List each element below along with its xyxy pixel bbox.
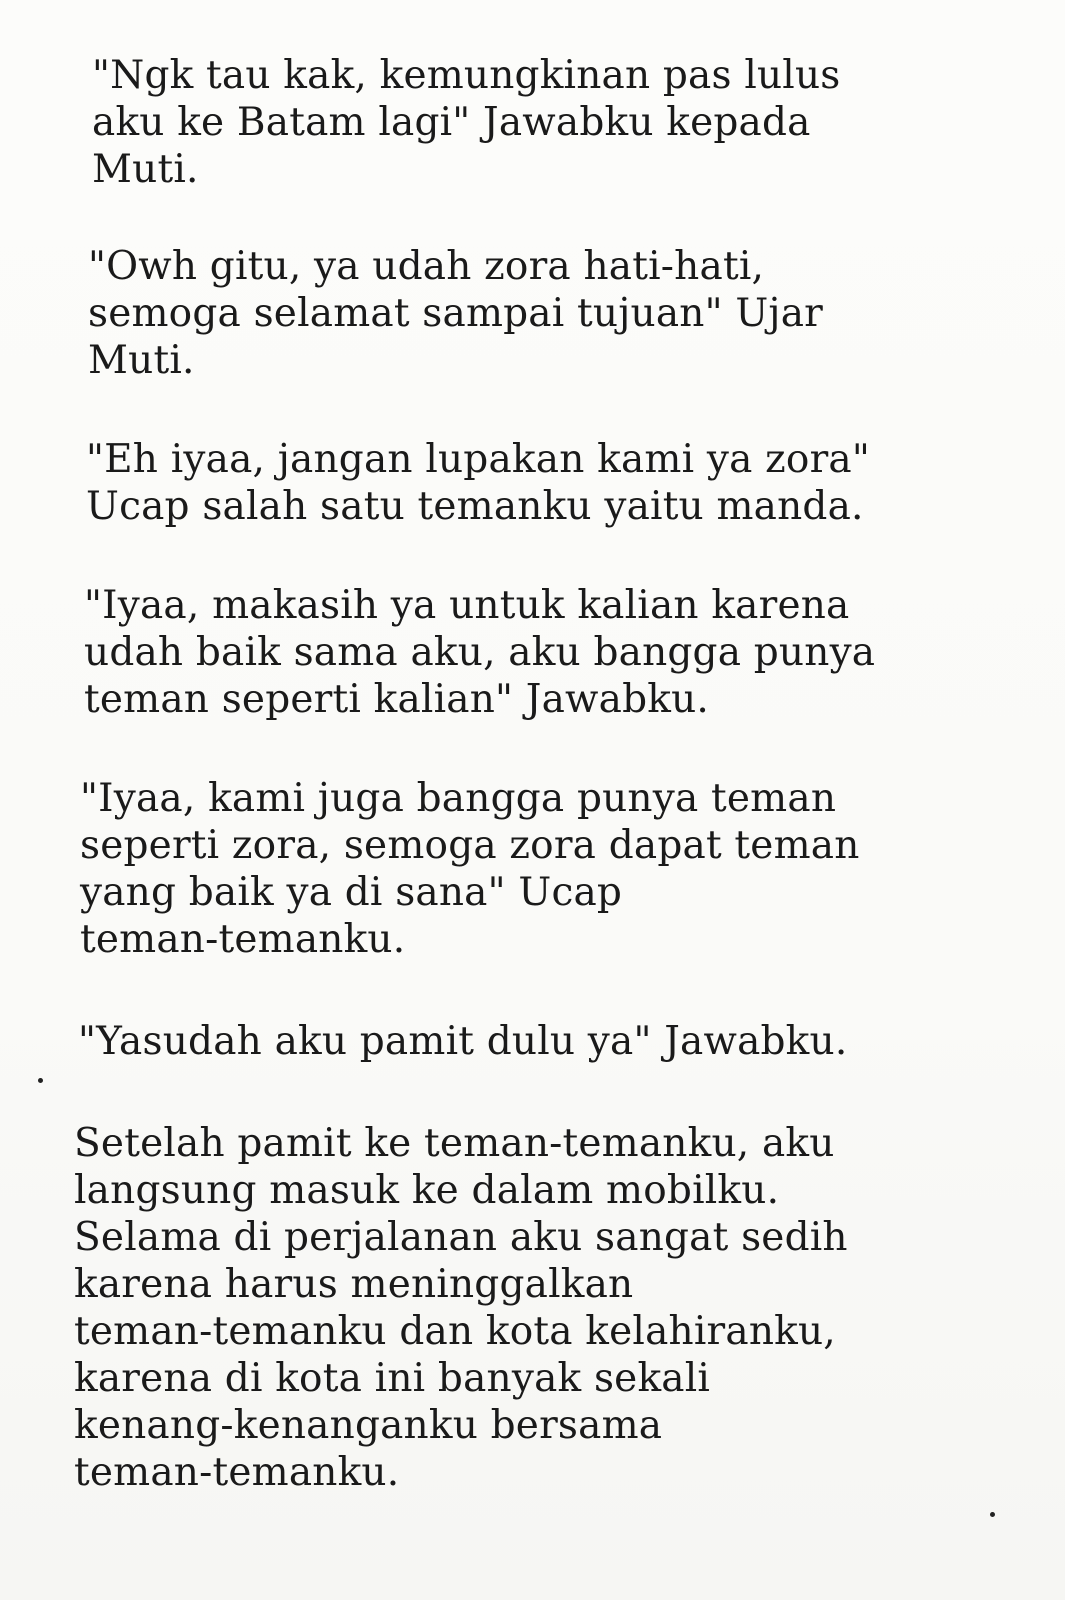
text-line: "Ngk tau kak, kemungkinan pas lulus <box>92 53 841 98</box>
text-line: "Iyaa, makasih ya untuk kalian karena <box>84 583 850 628</box>
text-line: "Yasudah aku pamit dulu ya" Jawabku. <box>78 1019 848 1064</box>
text-line: Setelah pamit ke teman-temanku, aku <box>74 1121 835 1166</box>
text-line: seperti zora, semoga zora dapat teman <box>80 823 860 868</box>
text-line: "Owh gitu, ya udah zora hati-hati, <box>88 244 765 289</box>
text-line: teman seperti kalian" Jawabku. <box>84 677 709 722</box>
text-line: Selama di perjalanan aku sangat sedih <box>74 1215 848 1260</box>
text-line: aku ke Batam lagi" Jawabku kepada <box>92 100 811 145</box>
text-line: yang baik ya di sana" Ucap <box>80 870 623 915</box>
text-line: "Eh iyaa, jangan lupakan kami ya zora" <box>86 437 871 482</box>
text-line: udah baik sama aku, aku bangga punya <box>84 630 876 675</box>
text-line: "Iyaa, kami juga bangga punya teman <box>80 776 837 821</box>
ink-speck <box>990 1512 995 1517</box>
text-line: langsung masuk ke dalam mobilku. <box>74 1168 780 1213</box>
text-line: teman-temanku dan kota kelahiranku, <box>74 1309 836 1354</box>
paragraph-6 <box>78 1018 847 1065</box>
text-line: teman-temanku. <box>80 917 406 962</box>
text-line: Muti. <box>88 338 195 383</box>
text-line: semoga selamat sampai tujuan" Ujar <box>88 291 823 336</box>
text-line: Ucap salah satu temanku yaitu manda. <box>86 484 864 529</box>
text-line: teman-temanku. <box>74 1450 400 1495</box>
paragraph-4 <box>84 582 875 723</box>
text-line: karena harus meninggalkan <box>74 1262 634 1307</box>
paragraph-2 <box>88 243 823 384</box>
paragraph-3 <box>86 436 870 530</box>
text-line: kenang-kenanganku bersama <box>74 1403 663 1448</box>
ink-speck <box>38 1078 43 1083</box>
text-line: Muti. <box>92 147 199 192</box>
text-line: karena di kota ini banyak sekali <box>74 1356 711 1401</box>
paragraph-5 <box>80 775 860 963</box>
paragraph-7 <box>74 1120 848 1496</box>
paragraph-1 <box>92 52 841 193</box>
